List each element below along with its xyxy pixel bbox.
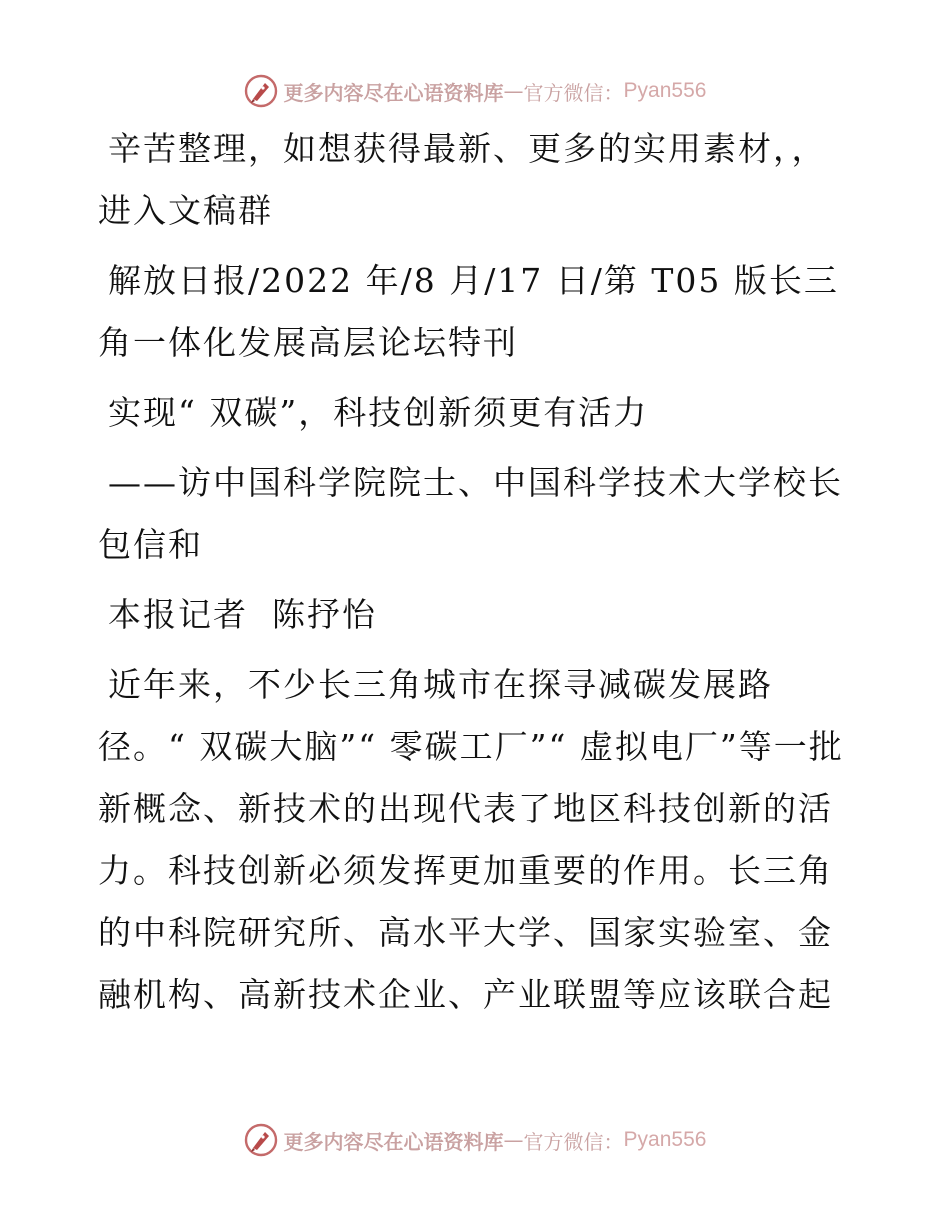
pen-nib-logo-icon — [244, 1123, 278, 1157]
watermark-site-text: 更多内容尽在心语资料库 — [283, 80, 504, 105]
watermark-dash: — — [503, 79, 524, 103]
subheadline: ——访中国科学院院士、中国科学技术大学校长包信和 — [98, 463, 843, 564]
watermark-dash: — — [503, 1128, 524, 1152]
watermark-wechat-id: Pyan556 — [623, 79, 707, 102]
watermark-label: 官方微信： — [523, 1129, 624, 1154]
body-paragraph: 近年来，不少长三角城市在探寻减碳发展路径。“ 双碳大脑”“ 零碳工厂”“ 虚拟电厂”等一批新概念、新技术的出现代表了地区科技创新的活力。科技创新必须发挥更加重要的作用。长三角的中科院研究所、高水平大学、国家实验室、金融机构、高新技术企业、产业联盟等应该联合起 — [98, 665, 844, 1014]
byline-name: 陈抒怡 — [272, 595, 377, 634]
intro-paragraph: 辛苦整理，如想获得最新、更多的实用素材，，进入文稿群 — [98, 129, 827, 230]
byline-label: 本报记者 — [108, 595, 248, 634]
watermark-label: 官方微信： — [523, 80, 624, 105]
watermark-site-text: 更多内容尽在心语资料库 — [283, 1129, 504, 1154]
headline: 实现“ 双碳”，科技创新须更有活力 — [108, 393, 649, 432]
footer-watermark — [0, 1120, 950, 1160]
byline — [98, 584, 858, 646]
article-body — [98, 118, 858, 1034]
source-line: 解放日报/2022 年/8 月/17 日/第 T05 版长三角一体化发展高层论坛特刊 — [98, 261, 839, 362]
header-watermark — [0, 71, 950, 111]
watermark-wechat-id: Pyan556 — [623, 1128, 707, 1151]
pen-nib-logo-icon — [244, 74, 278, 108]
